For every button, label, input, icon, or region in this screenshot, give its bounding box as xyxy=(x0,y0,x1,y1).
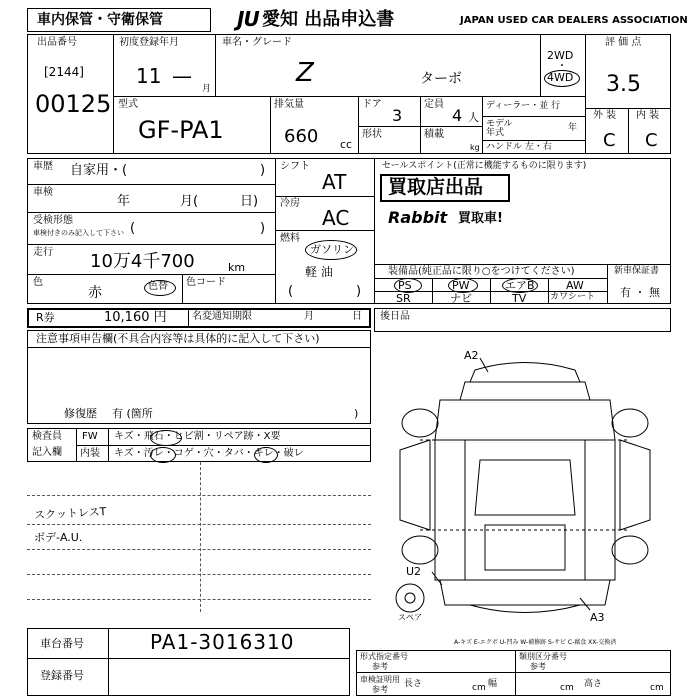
exterior-grade: C xyxy=(603,130,616,151)
grade-text: ターボ xyxy=(420,71,462,87)
spare-label: スペア xyxy=(398,613,422,622)
r-value: 10,160 円 xyxy=(104,310,167,325)
divider xyxy=(515,650,516,696)
drive-2wd: 2WD xyxy=(547,49,574,62)
reg-label: 登録番号 xyxy=(40,669,84,682)
divider xyxy=(607,264,608,304)
handwritten-note-1: スクットレスT xyxy=(33,505,107,522)
model-name: Z xyxy=(296,58,314,88)
equip-sr: SR xyxy=(396,292,411,305)
divider xyxy=(628,108,629,154)
inspection-year: 年 xyxy=(117,194,131,209)
damage-legend: A-キズ E-エクボ U-凹み W-補修跡 S-サビ C-腐食 XX-交換済 xyxy=(454,639,617,646)
history-label: 車歴 xyxy=(33,161,53,172)
r-label: R券 xyxy=(36,311,55,324)
divider xyxy=(108,428,109,462)
load-unit: kg xyxy=(470,143,480,152)
color-code-label: 色コード xyxy=(186,277,226,288)
receipt-open: ( xyxy=(130,221,136,236)
divider xyxy=(482,140,585,141)
history-close: ) xyxy=(260,163,266,178)
color-value: 赤 xyxy=(88,285,102,301)
cert-label: 車検証明用 xyxy=(360,675,400,684)
divider xyxy=(482,116,585,117)
displacement-unit: cc xyxy=(340,138,353,151)
height-unit: cm xyxy=(650,683,664,693)
equip-aw: AW xyxy=(566,279,584,292)
storage-label: 車内保管・守衛保管 xyxy=(37,12,163,28)
equip-ps: PS xyxy=(398,279,412,292)
divider xyxy=(27,658,350,659)
tobacco-circle xyxy=(254,447,278,463)
shape-label: 形状 xyxy=(362,129,382,140)
divider xyxy=(275,158,276,304)
divider xyxy=(482,96,483,154)
fuel-open: ( xyxy=(288,284,294,299)
handle-label: ハンドル 左・右 xyxy=(486,142,552,152)
equip-pw: PW xyxy=(452,279,470,292)
association-name: JAPAN USED CAR DEALERS ASSOCIATION xyxy=(460,15,688,26)
fuel-alt: 軽 油 xyxy=(305,265,333,279)
stone-chip-circle xyxy=(150,430,182,446)
later-items-frame xyxy=(374,308,671,332)
stain-circle xyxy=(150,447,176,463)
divider xyxy=(200,462,201,612)
repair-value: 有 (箇所 xyxy=(112,407,153,420)
new-warranty-value: 有 ・ 無 xyxy=(620,286,660,299)
sales-brand: Rabbit xyxy=(388,208,448,227)
name-change-day: 日 xyxy=(352,311,362,322)
divider xyxy=(374,158,375,304)
mileage-value: 10万4千700 xyxy=(90,251,195,272)
divider xyxy=(275,230,374,231)
lot-number: 00125 xyxy=(35,90,112,118)
cert-ref: 参考 xyxy=(372,685,388,694)
car-diagram xyxy=(380,340,670,630)
divider xyxy=(27,524,371,525)
load-label: 積載 xyxy=(424,129,444,140)
new-warranty-label: 新車保証書 xyxy=(614,266,660,276)
entry-label: 記入欄 xyxy=(32,447,62,458)
rating-label: 評 価 点 xyxy=(605,37,642,48)
first-reg-month-unit: 月 xyxy=(202,84,212,94)
mark-side: U2 xyxy=(406,565,422,578)
first-reg-year: 11 xyxy=(136,64,162,88)
divider xyxy=(374,264,671,265)
divider xyxy=(27,212,275,213)
equip-tv: TV xyxy=(512,292,527,305)
receipt-note: 車検付きのみ記入して下さい xyxy=(33,229,124,237)
repair-close: ) xyxy=(354,407,359,420)
drive-dot: ・ xyxy=(557,61,567,72)
color-label: 色 xyxy=(33,277,43,288)
divider xyxy=(76,445,371,446)
name-change-month: 月 xyxy=(304,311,314,322)
chassis-value: PA1-3016310 xyxy=(150,630,295,654)
receipt-label: 受検形態 xyxy=(33,215,73,226)
exterior-label: 外 装 xyxy=(593,110,617,121)
fuel-label: 燃料 xyxy=(280,233,300,244)
divider xyxy=(432,278,433,304)
equip-airbag: エアB xyxy=(505,279,535,292)
divider xyxy=(27,574,371,575)
divider xyxy=(27,347,371,348)
dealer-label: ディーラー・並 行 xyxy=(486,101,561,111)
model-year-label: モデル 年式 xyxy=(486,119,513,138)
repair-label: 修復歴 xyxy=(64,407,97,420)
interior-label: 内 装 xyxy=(636,110,660,121)
divider xyxy=(270,96,271,154)
handwritten-note-2: ボデ-A.U. xyxy=(34,531,83,544)
first-reg-dash: — xyxy=(172,64,192,88)
later-items-label: 後日品 xyxy=(380,311,410,322)
length-label: 長さ xyxy=(404,679,423,689)
category-label: 類別区分番号 xyxy=(519,652,567,661)
designation-label: 形式指定番号 xyxy=(360,652,408,661)
aircon-value: AC xyxy=(322,206,350,230)
sales-badge: 買取店出品 xyxy=(388,176,484,198)
equip-leather: カワシート xyxy=(550,292,596,302)
model-grade-label: 車名・グレード xyxy=(222,37,292,48)
divider xyxy=(27,274,275,275)
equipment-label: 装備品(純正品に限り○をつけてください) xyxy=(388,266,575,277)
divider xyxy=(358,96,359,154)
info-frame xyxy=(27,34,671,154)
divider xyxy=(585,34,586,154)
designation-ref: 参考 xyxy=(372,662,388,671)
history-value: 自家用・( xyxy=(70,163,128,178)
type-label: 型式 xyxy=(118,99,138,110)
interior-items-label: 内装 xyxy=(80,448,100,459)
shift-label: シフト xyxy=(280,161,310,172)
divider xyxy=(108,628,109,696)
equip-navi: ナビ xyxy=(450,292,472,305)
capacity-value: 4 xyxy=(452,106,463,125)
inspection-month: 月( xyxy=(180,194,199,209)
divider xyxy=(420,96,421,126)
length-unit: cm xyxy=(472,683,486,693)
declaration-label: 注意事項申告欄(不具合内容等は具体的に記入して下さい) xyxy=(36,332,320,345)
type-value: GF-PA1 xyxy=(138,116,224,144)
capacity-unit: 人 xyxy=(468,111,479,124)
receipt-close: ) xyxy=(260,221,266,236)
interior-grade: C xyxy=(645,130,658,151)
divider xyxy=(420,126,421,154)
divider xyxy=(27,599,371,600)
name-change-label: 名変通知期限 xyxy=(192,311,252,322)
divider xyxy=(113,34,114,154)
lot-sub: [2144] xyxy=(44,65,84,79)
divider xyxy=(182,274,183,304)
divider xyxy=(540,34,541,96)
first-reg-label: 初度登録年月 xyxy=(119,37,179,48)
height-label: 高さ xyxy=(584,679,603,689)
mileage-label: 走行 xyxy=(33,247,53,258)
displacement-label: 排気量 xyxy=(274,99,304,110)
fuel-value: ガソリン xyxy=(310,243,354,256)
divider xyxy=(27,184,275,185)
fuel-close: ) xyxy=(356,284,362,299)
color-change: 色替 xyxy=(148,281,168,292)
fw-label: FW xyxy=(82,431,98,442)
drive-4wd: 4WD xyxy=(547,71,574,84)
capacity-label: 定員 xyxy=(424,99,444,110)
divider xyxy=(27,495,371,496)
width-label: 幅 xyxy=(488,679,498,689)
lot-label: 出品番号 xyxy=(37,37,77,48)
divider xyxy=(113,96,585,97)
form-title: 愛知 出品申込書 xyxy=(262,9,395,30)
sales-brand-sub: 買取車! xyxy=(458,211,503,226)
year-unit: 年 xyxy=(568,123,578,133)
displacement-value: 660 xyxy=(284,126,319,147)
inspection-day: 日) xyxy=(240,194,259,209)
divider xyxy=(356,672,671,673)
width-unit: cm xyxy=(560,683,574,693)
interior-items: キズ・汚レ・コゲ・穴・タバ・キレ・破レ xyxy=(114,448,304,459)
category-ref: 参考 xyxy=(530,662,546,671)
divider xyxy=(275,196,374,197)
divider xyxy=(490,278,491,304)
mark-front: A2 xyxy=(464,349,479,362)
inspection-label: 車検 xyxy=(33,187,53,198)
rating-value: 3.5 xyxy=(606,72,641,97)
fw-items: キズ・飛石・ヒビ割・リペア跡・X要 xyxy=(114,431,281,442)
shift-value: AT xyxy=(322,170,347,194)
divider xyxy=(188,308,189,328)
aircon-label: 冷房 xyxy=(280,198,300,209)
divider xyxy=(27,244,275,245)
chassis-label: 車台番号 xyxy=(40,637,84,650)
inspector-label: 検査員 xyxy=(32,431,62,442)
ju-logo: JU xyxy=(237,7,259,31)
divider xyxy=(27,549,371,550)
sales-point-label: セールスポイント(正常に機能するものに限ります) xyxy=(382,161,587,171)
divider xyxy=(548,278,549,304)
doors-label: ドア xyxy=(362,99,382,110)
mark-rear: A3 xyxy=(590,611,605,624)
mileage-unit: km xyxy=(228,261,246,274)
divider xyxy=(215,34,216,96)
doors-value: 3 xyxy=(392,106,403,125)
